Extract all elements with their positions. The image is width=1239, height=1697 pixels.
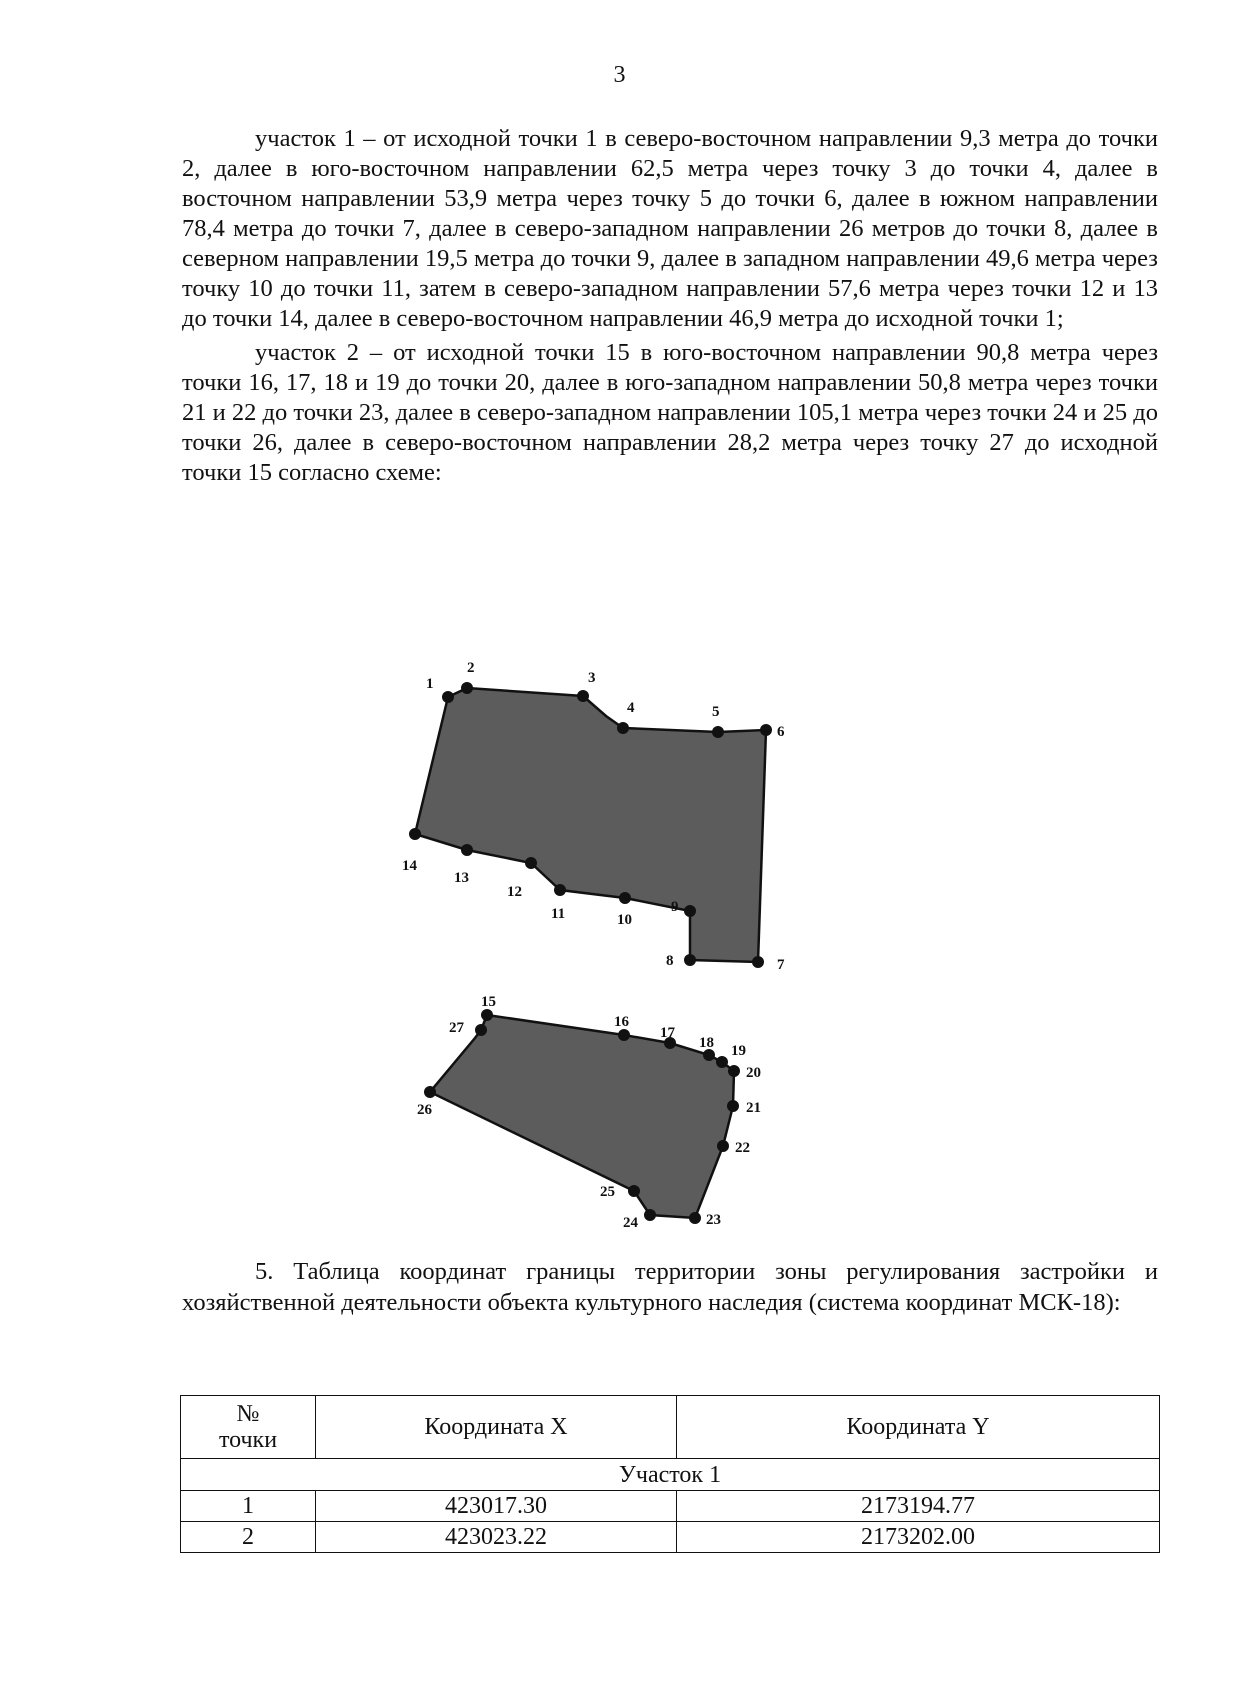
cell-coordinate-x: 423023.22 [316, 1522, 677, 1553]
point-label-23: 23 [706, 1212, 721, 1228]
point-label-9: 9 [671, 899, 679, 915]
boundary-scheme [402, 622, 880, 1232]
boundary-point [728, 1065, 740, 1077]
boundary-point [752, 956, 764, 968]
boundary-point [684, 954, 696, 966]
header-coordinate-x: Координата X [316, 1396, 677, 1459]
boundary-point [481, 1009, 493, 1021]
boundary-point [716, 1056, 728, 1068]
point-label-4: 4 [627, 700, 635, 716]
point-label-1: 1 [426, 676, 434, 692]
point-label-13: 13 [454, 870, 469, 886]
boundary-point [628, 1185, 640, 1197]
point-label-24: 24 [623, 1215, 638, 1231]
point-label-6: 6 [777, 724, 785, 740]
point-label-12: 12 [507, 884, 522, 900]
point-label-25: 25 [600, 1184, 615, 1200]
point-label-14: 14 [402, 858, 417, 874]
table-row [181, 1491, 1160, 1522]
boundary-point [442, 691, 454, 703]
cell-point-number: 2 [181, 1522, 316, 1553]
boundary-point [461, 682, 473, 694]
section-5-heading: 5. Таблица координат границы территории зоны регулирования застройки и хозяйственной деятельности объекта культурного наследия (система координат МСК-18): [182, 1258, 1158, 1316]
table-row [181, 1522, 1160, 1553]
section-label: Участок 1 [181, 1459, 1160, 1491]
point-label-7: 7 [777, 957, 785, 973]
boundary-description [182, 124, 1158, 488]
point-label-15: 15 [481, 994, 496, 1010]
plot-2-polygon [430, 1015, 734, 1218]
coordinates-table [180, 1395, 1160, 1553]
point-label-2: 2 [467, 660, 475, 676]
cell-point-number: 1 [181, 1491, 316, 1522]
point-label-8: 8 [666, 953, 674, 969]
boundary-point [617, 722, 629, 734]
point-label-20: 20 [746, 1065, 761, 1081]
point-label-26: 26 [417, 1102, 432, 1118]
header-coordinate-y: Координата Y [677, 1396, 1160, 1459]
table-section-row [181, 1459, 1160, 1491]
boundary-point [525, 857, 537, 869]
point-label-5: 5 [712, 704, 720, 720]
boundary-point [727, 1100, 739, 1112]
table-header-row [181, 1396, 1160, 1459]
point-label-16: 16 [614, 1014, 629, 1030]
boundary-point [760, 724, 772, 736]
boundary-point [689, 1212, 701, 1224]
boundary-point [644, 1209, 656, 1221]
boundary-point [717, 1140, 729, 1152]
point-label-19: 19 [731, 1043, 746, 1059]
cell-coordinate-x: 423017.30 [316, 1491, 677, 1522]
boundary-point [712, 726, 724, 738]
boundary-point [618, 1029, 630, 1041]
boundary-point [409, 828, 421, 840]
boundary-point [554, 884, 566, 896]
point-label-18: 18 [699, 1035, 714, 1051]
point-label-27: 27 [449, 1020, 464, 1036]
point-label-21: 21 [746, 1100, 761, 1116]
point-label-10: 10 [617, 912, 632, 928]
header-point-number: № точки [181, 1396, 316, 1459]
point-label-22: 22 [735, 1140, 750, 1156]
boundary-point [619, 892, 631, 904]
cell-coordinate-y: 2173194.77 [677, 1491, 1160, 1522]
boundary-point [424, 1086, 436, 1098]
boundary-point [684, 905, 696, 917]
boundary-point [577, 690, 589, 702]
page-number: 3 [613, 62, 626, 88]
boundary-point [475, 1024, 487, 1036]
point-label-17: 17 [660, 1025, 675, 1041]
paragraph-plot-2: участок 2 – от исходной точки 15 в юго-восточном направлении 90,8 метра через точки 16, 17, 18 и 19 до точки 20, далее в юго-западном направлении 50,8 метра через точки 21 и 22 до точки 23, далее в северо-западном направлении 105,1 метра через точки 24 и 25 до точки 26, далее в северо-восточном направлении 28,2 метра через точку 27 до исходной точки 15 согласно схеме: [182, 339, 1158, 486]
point-label-3: 3 [588, 670, 596, 686]
paragraph-plot-1: участок 1 – от исходной точки 1 в северо-восточном направлении 9,3 метра до точки 2, далее в юго-восточном направлении 62,5 метра через точку 3 до точки 4, далее в восточном направлении 53,9 метра через точку 5 до точки 6, далее в южном направлении 78,4 метра до точки 7, далее в северо-западном направлении 26 метров до точки 8, далее в северном направлении 19,5 метра до точки 9, далее в западном направлении 49,6 метра через точку 10 до точки 11, затем в северо-западном направлении 57,6 метра через точки 12 и 13 до точки 14, далее в северо-восточном направлении 46,9 метра до исходной точки 1; [182, 125, 1158, 332]
point-label-11: 11 [551, 906, 566, 922]
section-5-heading-block [182, 1256, 1158, 1318]
cell-coordinate-y: 2173202.00 [677, 1522, 1160, 1553]
boundary-point [461, 844, 473, 856]
